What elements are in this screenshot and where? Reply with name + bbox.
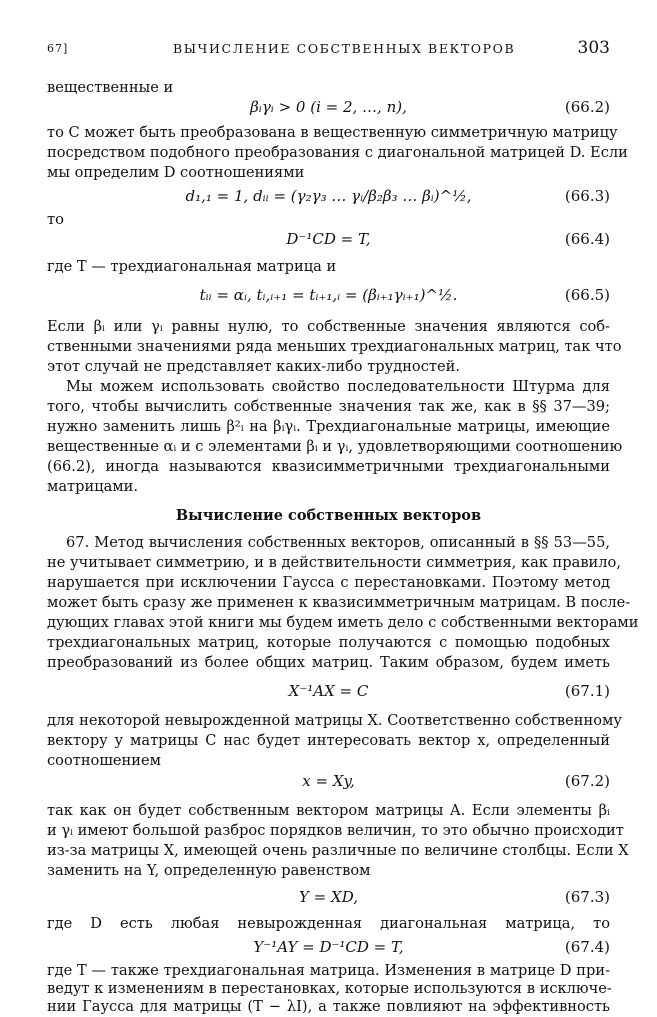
equation-number: (66.4)	[564, 230, 610, 248]
equation-number: (67.3)	[564, 888, 610, 906]
text-line: преобразований из более общих матриц. Таким образом, будем иметь	[47, 654, 610, 671]
text-line: матрицами.	[47, 478, 138, 495]
text-line: заменить на Y, определенную равенством	[47, 862, 371, 879]
text-line: где D есть любая невырожденная диагональная матрица, то	[47, 915, 610, 932]
text-line: посредством подобного преобразования с диагональной матрицей D. Если	[47, 144, 628, 161]
equation-formula: βᵢγᵢ > 0 (i = 2, …, n),	[250, 98, 407, 116]
text-line: трехдиагональных матриц, которые получаются с помощью подобных	[47, 634, 610, 651]
text-line: то C может быть преобразована в вещественную симметричную матрицу	[47, 124, 618, 141]
equation-formula: d₁,₁ = 1, dᵢᵢ = (γ₂γ₃ … γᵢ/β₂β₃ … βᵢ)^½,	[185, 187, 472, 205]
equation-66-4	[47, 230, 610, 252]
text-line: Мы можем использовать свойство последовательности Штурма для	[66, 378, 610, 395]
text-line: (66.2), иногда называются квазисимметричными трехдиагональными	[47, 458, 610, 475]
text-line: вещественные αᵢ и с элементами βᵢ и γᵢ, удовлетворяющими соотношению	[47, 438, 623, 455]
text-line: и γᵢ имеют большой разброс порядков величин, то это обычно происходит	[47, 822, 624, 839]
text-line: нужно заменить лишь β²ᵢ на βᵢγᵢ. Трехдиагональные матрицы, имеющие	[47, 418, 610, 435]
equation-67-4	[47, 938, 610, 960]
text-line: вектору y матрицы C нас будет интересовать вектор x, определенный	[47, 732, 610, 749]
equation-formula: X⁻¹AX = C	[288, 682, 369, 700]
text-line: для некоторой невырожденной матрицы X. Соответственно собственному	[47, 712, 622, 729]
text-line: дующих главах этой книги мы будем иметь дело с собственными векторами	[47, 614, 639, 631]
equation-67-2	[47, 772, 610, 794]
text-line: Если βᵢ или γᵢ равны нулю, то собственные значения являются соб-	[47, 318, 610, 335]
text-line: нии Гаусса для матрицы (T − λI), а также повлияют на эффективность	[47, 998, 610, 1015]
page-number: 303	[577, 38, 610, 58]
text-line: вещественные и	[47, 79, 174, 96]
text-line: соотношением	[47, 752, 161, 769]
equation-67-3	[47, 888, 610, 910]
equation-number: (66.3)	[564, 187, 610, 205]
equation-number: (67.1)	[564, 682, 610, 700]
equation-number: (67.4)	[564, 938, 610, 956]
text-line: где T — трехдиагональная матрица и	[47, 258, 337, 275]
equation-67-1	[47, 682, 610, 704]
text-line: ственными значениями ряда меньших трехдиагональных матриц, так что	[47, 338, 622, 355]
text-line: может быть сразу же применен к квазисимметричным матрицам. В после-	[47, 594, 631, 611]
equation-formula: Y = XD,	[299, 888, 358, 906]
text-line: из-за матрицы X, имеющей очень различные по величине столбцы. Если X	[47, 842, 629, 859]
equation-66-2	[47, 98, 610, 120]
text-line: этот случай не представляет каких-либо трудностей.	[47, 358, 460, 375]
equation-formula: D⁻¹CD = T,	[286, 230, 371, 248]
section-title: Вычисление собственных векторов	[175, 507, 482, 524]
equation-66-5	[47, 286, 610, 308]
equation-formula: x = Xy,	[302, 772, 355, 790]
text-line: того, чтобы вычислить собственные значения так же, как в §§ 37—39;	[47, 398, 610, 415]
running-header	[47, 40, 610, 62]
equation-66-3	[47, 187, 610, 209]
equation-number: (67.2)	[564, 772, 610, 790]
equation-formula: Y⁻¹AY = D⁻¹CD = T,	[253, 938, 404, 956]
text-line: то	[47, 211, 64, 228]
equation-number: (66.2)	[564, 98, 610, 116]
equation-number: (66.5)	[564, 286, 610, 304]
text-line: ведут к изменениям в перестановках, которые используются в исключе-	[47, 980, 612, 997]
text-line: нарушается при исключении Гаусса с перестановками. Поэтому метод	[47, 574, 610, 591]
equation-formula: tᵢᵢ = αᵢ, tᵢ,ᵢ₊₁ = tᵢ₊₁,ᵢ = (βᵢ₊₁γᵢ₊₁)^½.	[199, 286, 458, 304]
header-section-ref: 67]	[47, 42, 69, 55]
header-title: ВЫЧИСЛЕНИЕ СОБСТВЕННЫХ ВЕКТОРОВ	[173, 41, 516, 56]
text-line: где T — также трехдиагональная матрица. Изменения в матрице D при-	[47, 962, 610, 979]
text-line: так как он будет собственным вектором матрицы A. Если элементы βᵢ	[47, 802, 610, 819]
text-line: не учитывает симметрию, и в действительности симметрия, как правило,	[47, 554, 621, 571]
text-line: 67. Метод вычисления собственных векторов, описанный в §§ 53—55,	[66, 534, 610, 551]
text-line: мы определим D соотношениями	[47, 164, 305, 181]
